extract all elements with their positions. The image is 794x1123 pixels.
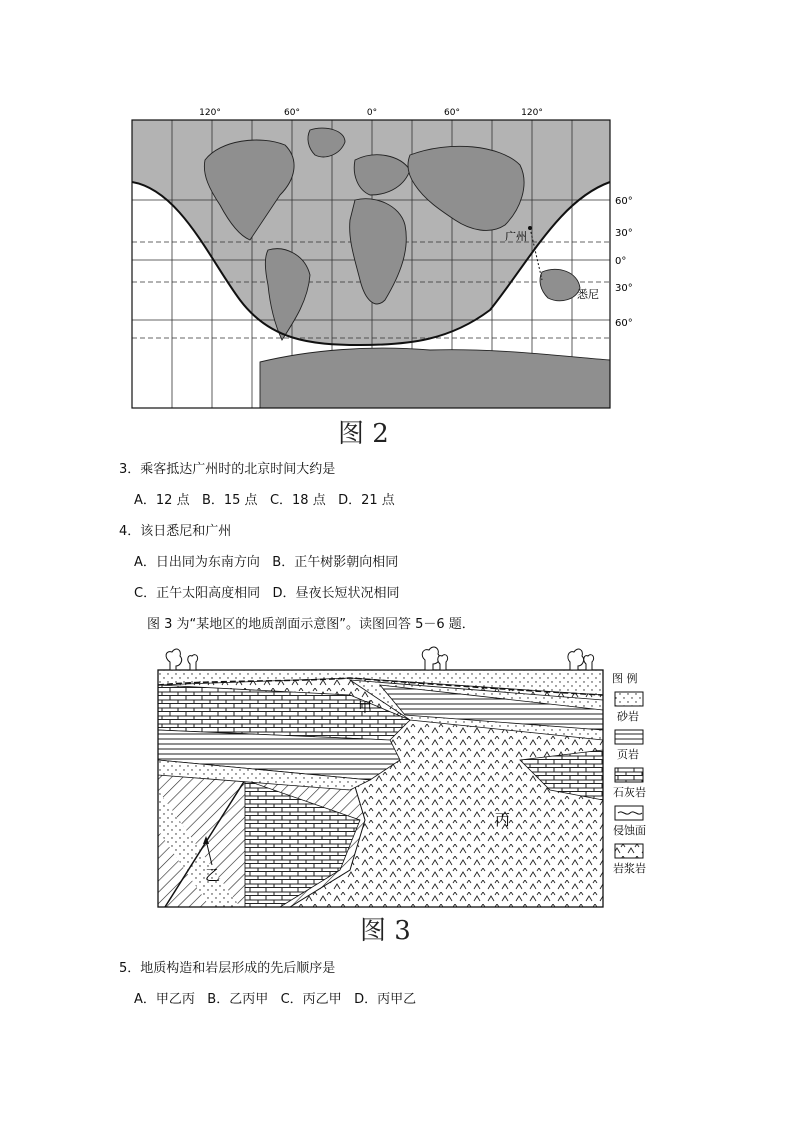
lat-tick: 30° (615, 283, 633, 294)
lon-tick: 60° (444, 108, 460, 118)
lon-tick: 120° (521, 108, 543, 118)
lat-tick: 0° (615, 256, 627, 267)
lon-tick: 60° (284, 108, 300, 118)
label-jia: 甲 (358, 700, 372, 716)
tree-icon (188, 655, 198, 670)
figure-3-caption: 图 3 (360, 916, 411, 946)
legend-swatch-erosion (615, 806, 643, 820)
tree-icon (568, 649, 584, 670)
figure-2-caption: 图 2 (338, 419, 389, 449)
question-5-options: A．甲乙丙 B．乙丙甲 C．丙乙甲 D．丙甲乙 (134, 992, 417, 1007)
question-4-options-line1: A．日出同为东南方向 B．正午树影朝向相同 (134, 555, 399, 570)
antarctica (260, 348, 610, 408)
question-3-stem: 3．乘客抵达广州时的北京时间大约是 (119, 462, 336, 477)
legend-swatch-sandstone (615, 692, 643, 706)
guangzhou-label: 广州 (505, 230, 527, 243)
sydney-label: 悉尼 (577, 288, 599, 301)
question-5-stem: 5．地质构造和岩层形成的先后顺序是 (119, 961, 336, 976)
tree-icon (584, 655, 594, 670)
label-yi: 乙 (205, 866, 221, 884)
tree-icon (438, 655, 448, 670)
lat-tick: 60° (615, 318, 633, 329)
legend-label: 岩浆岩 (613, 862, 646, 875)
question-4-options-line2: C．正午太阳高度相同 D．昼夜长短状况相同 (134, 586, 400, 601)
legend-swatch-magma (615, 844, 643, 858)
world-map (110, 100, 650, 440)
legend-label: 砂岩 (617, 710, 639, 723)
legend-label: 侵蚀面 (613, 824, 646, 837)
legend-swatch-shale (615, 730, 643, 744)
question-4-stem: 4．该日悉尼和广州 (119, 524, 232, 539)
geologic-section (150, 640, 660, 920)
legend-label: 页岩 (617, 748, 639, 761)
legend (612, 671, 646, 875)
figure-2 (110, 100, 650, 440)
question-3-options: A．12 点 B．15 点 C．18 点 D．21 点 (134, 493, 395, 508)
australia (540, 269, 580, 300)
legend-label: 石灰岩 (613, 786, 646, 799)
legend-swatch-limestone (615, 768, 643, 782)
figure-3 (150, 640, 660, 920)
tree-icon (422, 647, 439, 670)
lon-tick: 0° (366, 108, 378, 118)
tree-icon (166, 649, 182, 670)
figure-3-intro: 图 3 为“某地区的地质剖面示意图”。读图回答 5－6 题． (147, 617, 475, 632)
lat-tick: 30° (615, 228, 633, 239)
lat-tick: 60° (615, 196, 633, 207)
legend-title: 图 例 (612, 672, 638, 685)
label-bing: 丙 (495, 811, 511, 829)
lon-tick: 120° (199, 108, 221, 118)
